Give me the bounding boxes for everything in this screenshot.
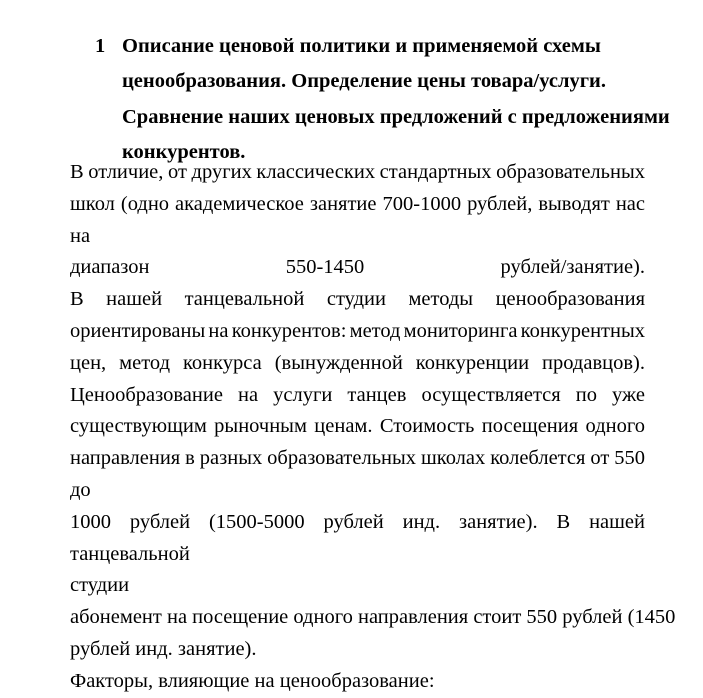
- heading-line: [95, 29, 670, 64]
- body-text: [70, 157, 676, 698]
- heading-line: конкурентов.: [122, 140, 246, 163]
- text-line: абонемент на посещение одного направления стоит 550 рублей (1450: [70, 606, 676, 629]
- heading-line: ценообразования. Определение цены товара/услуги.: [122, 70, 606, 93]
- text-line: Факторы, влияющие на ценообразование:: [70, 669, 435, 692]
- text-line: Ценообразование на услуги танцев осуществляется по уже: [70, 383, 645, 406]
- heading-text: Описание ценовой политики и применяемой схемы: [122, 35, 601, 57]
- text-line: рублей инд. занятие).: [70, 637, 257, 660]
- text-line: В отличие, от других классических стандартных образовательных: [70, 161, 645, 183]
- heading-line: Сравнение наших ценовых предложений с предложениями: [122, 105, 670, 128]
- text-line: В нашей танцевальной студии методы ценообразования: [70, 288, 645, 311]
- text-line: 1000 рублей (1500-5000 рублей инд. занятие). В нашей танцевальной: [70, 510, 645, 565]
- text-line: направления в разных образовательных школах колеблется от 550 до: [70, 447, 645, 501]
- text-line: цен, метод конкурса (вынужденной конкуренции продавцов).: [70, 351, 645, 374]
- section-heading: [95, 29, 670, 170]
- text-line: диапазон 550-1450 рублей/занятие).: [70, 256, 645, 279]
- heading-number: 1: [95, 35, 106, 57]
- text-line: школ (одно академическое занятие 700-1000 рублей, выводят нас на: [70, 192, 645, 247]
- text-line: ориентированы на конкурентов: метод мониторинга конкурентных: [70, 319, 645, 342]
- text-line: студии: [70, 574, 130, 597]
- text-line: существующим рыночным ценам. Стоимость посещения одного: [70, 415, 645, 438]
